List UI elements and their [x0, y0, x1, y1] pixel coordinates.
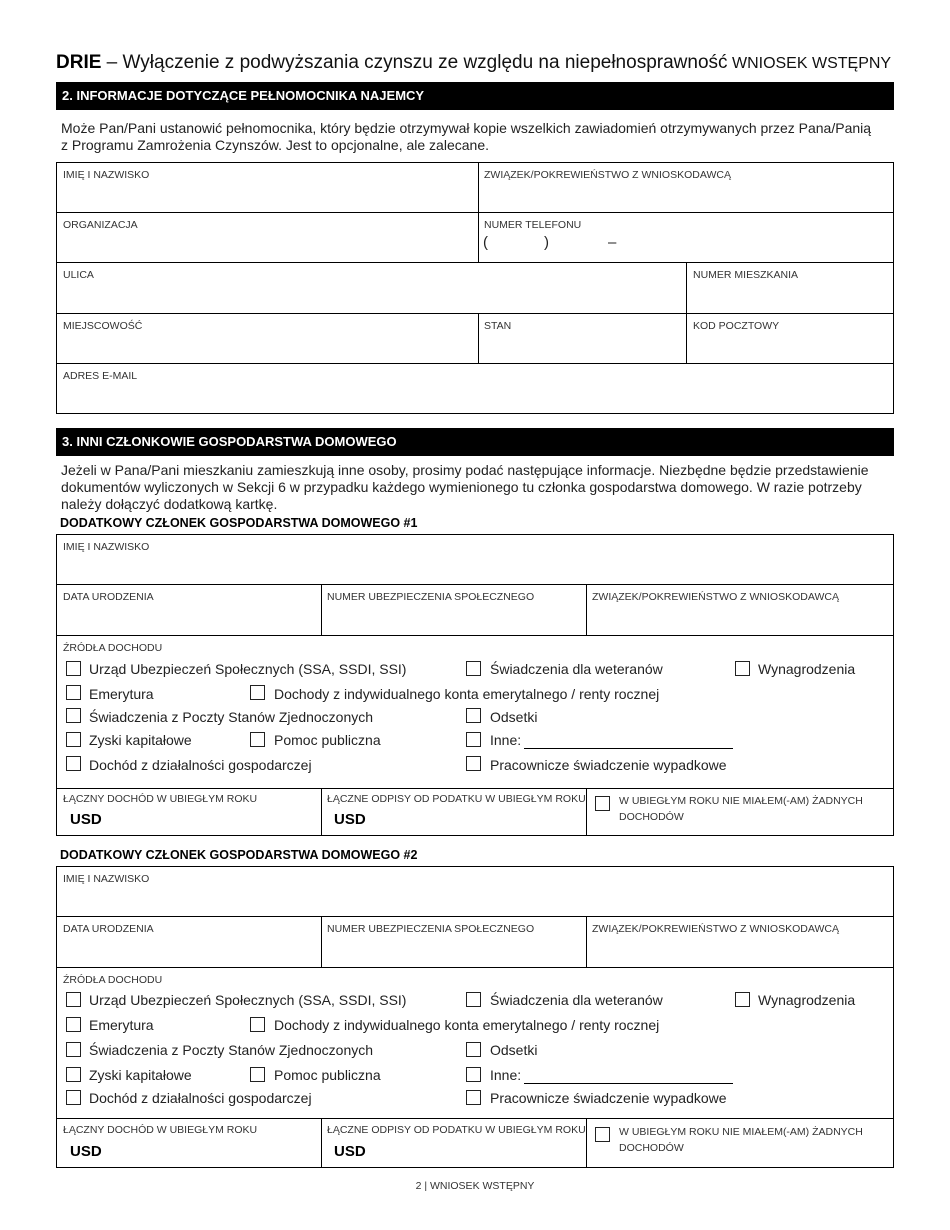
rep-state-label: STAN	[484, 320, 512, 332]
member-1-workers-checkbox[interactable]	[466, 756, 481, 771]
member-1-ssn-field[interactable]	[321, 584, 586, 635]
member-1-name-label: IMIĘ I NAZWISKO	[63, 541, 150, 553]
rep-apt-field[interactable]	[686, 262, 893, 313]
page-footer: 2 | WNIOSEK WSTĘPNY	[415, 1180, 535, 1192]
member-2-usps-checkbox[interactable]	[66, 1042, 81, 1057]
member-2-workers-checkbox[interactable]	[466, 1090, 481, 1105]
member-2-total-income-field[interactable]	[57, 1118, 321, 1167]
member-1-deductions-field[interactable]	[321, 788, 586, 835]
member-2-ssn-label: NUMER UBEZPIECZENIA SPOŁECZNEGO	[327, 923, 535, 935]
rep-organization-field[interactable]	[57, 212, 478, 262]
rep-relation-label: ZWIĄZEK/POKREWIEŃSTWO Z WNIOSKODAWCĄ	[484, 169, 731, 181]
section-3-intro	[61, 462, 891, 513]
member-2-pension-checkbox[interactable]	[66, 1017, 81, 1032]
member-1-other-checkbox[interactable]	[466, 732, 481, 747]
member-1-interest-checkbox[interactable]	[466, 708, 481, 723]
section-3-intro-line-3: należy dołączyć dodatkową kartkę.	[61, 496, 278, 512]
member-1-capital-checkbox[interactable]	[66, 732, 81, 747]
member-2-name-label: IMIĘ I NAZWISKO	[63, 873, 150, 885]
section-2-intro	[61, 120, 891, 154]
member-2-interest-checkbox[interactable]	[466, 1042, 481, 1057]
member-1-wages-label: Wynagrodzenia	[758, 661, 856, 677]
member-2-heading: DODATKOWY CZŁONEK GOSPODARSTWA DOMOWEGO #2	[60, 848, 418, 862]
member-1-no-income-label-2: DOCHODÓW	[619, 811, 684, 823]
member-2-ssa-checkbox[interactable]	[66, 992, 81, 1007]
section-2-heading: 2. INFORMACJE DOTYCZĄCE PEŁNOMOCNIKA NAJEMCY	[56, 82, 894, 110]
member-2-ssn-field[interactable]	[321, 916, 586, 967]
member-2-public-label: Pomoc publiczna	[274, 1067, 381, 1083]
rep-name-field[interactable]	[57, 163, 478, 212]
member-2-business-checkbox[interactable]	[66, 1090, 81, 1105]
member-1-usps-checkbox[interactable]	[66, 708, 81, 723]
rep-phone-label: NUMER TELEFONU	[484, 219, 582, 231]
member-2-other-label: Inne:	[490, 1067, 522, 1083]
member-2-no-income-label-1: W UBIEGŁYM ROKU NIE MIAŁEM(-AM) ŻADNYCH	[619, 1126, 863, 1138]
representative-form	[56, 162, 894, 414]
section-2-intro-line-1: Może Pan/Pani ustanowić pełnomocnika, który będzie otrzymywał kopie wszelkich zawiadomień otrzymywanych przez Pana/Panią	[61, 120, 872, 136]
member-2-public-checkbox[interactable]	[250, 1067, 265, 1082]
member-2-income-sources-label: ŹRÓDŁA DOCHODU	[63, 974, 163, 986]
member-2-deductions-label: ŁĄCZNE ODPISY OD PODATKU W UBIEGŁYM ROKU	[327, 1124, 586, 1136]
member-2-name-field[interactable]	[57, 867, 893, 916]
phone-paren-open: (	[483, 234, 488, 251]
rep-apt-label: NUMER MIESZKANIA	[693, 269, 799, 281]
member-2-ira-label: Dochody z indywidualnego konta emerytalnego / renty rocznej	[274, 1017, 660, 1033]
member-1-other-label: Inne:	[490, 732, 522, 748]
member-2-no-income-field	[586, 1118, 893, 1167]
member-1-relation-label: ZWIĄZEK/POKREWIEŃSTWO Z WNIOSKODAWCĄ	[592, 591, 839, 603]
member-1-form	[56, 534, 894, 836]
member-1-public-checkbox[interactable]	[250, 732, 265, 747]
member-2-pension-label: Emerytura	[89, 1017, 154, 1033]
rep-email-label: ADRES E-MAIL	[63, 370, 138, 382]
rep-zip-field[interactable]	[686, 313, 893, 363]
member-1-public-label: Pomoc publiczna	[274, 732, 381, 748]
member-2-business-label: Dochód z działalności gospodarczej	[89, 1090, 312, 1106]
section-3-intro-line-2: dokumentów wyliczonych w Sekcji 6 w przypadku każdego wymienionego tu członka gospodarstwa domowego. W razie potrzeby	[61, 479, 862, 495]
member-1-deductions-currency: USD	[334, 811, 366, 828]
rep-email-field[interactable]	[57, 363, 893, 413]
member-2-no-income-label-2: DOCHODÓW	[619, 1142, 684, 1154]
member-1-total-income-field[interactable]	[57, 788, 321, 835]
member-2-other-input[interactable]	[524, 1083, 733, 1084]
member-1-ira-checkbox[interactable]	[250, 685, 265, 700]
member-2-wages-checkbox[interactable]	[735, 992, 750, 1007]
member-2-dob-label: DATA URODZENIA	[63, 923, 154, 935]
member-1-usps-label: Świadczenia z Poczty Stanów Zjednoczonych	[89, 709, 374, 725]
rep-relation-field[interactable]	[478, 163, 893, 212]
member-1-ssa-checkbox[interactable]	[66, 661, 81, 676]
member-2-income-currency: USD	[70, 1143, 102, 1160]
member-1-business-label: Dochód z działalności gospodarczej	[89, 757, 312, 773]
member-1-interest-label: Odsetki	[490, 709, 538, 725]
rep-name-label: IMIĘ I NAZWISKO	[63, 169, 150, 181]
member-1-business-checkbox[interactable]	[66, 756, 81, 771]
member-1-income-currency: USD	[70, 811, 102, 828]
page-title	[56, 52, 891, 74]
member-1-veterans-checkbox[interactable]	[466, 661, 481, 676]
member-1-other-input[interactable]	[524, 748, 733, 749]
member-1-no-income-label-1: W UBIEGŁYM ROKU NIE MIAŁEM(-AM) ŻADNYCH	[619, 795, 863, 807]
rep-city-field[interactable]	[57, 313, 478, 363]
member-1-dob-label: DATA URODZENIA	[63, 591, 154, 603]
member-2-veterans-label: Świadczenia dla weteranów	[490, 992, 663, 1008]
form-code: DRIE	[56, 52, 102, 73]
rep-zip-label: KOD POCZTOWY	[693, 320, 780, 332]
member-1-workers-label: Pracownicze świadczenie wypadkowe	[490, 757, 727, 773]
member-2-relation-label: ZWIĄZEK/POKREWIEŃSTWO Z WNIOSKODAWCĄ	[592, 923, 839, 935]
member-2-ira-checkbox[interactable]	[250, 1017, 265, 1032]
member-2-interest-label: Odsetki	[490, 1042, 538, 1058]
member-2-form	[56, 866, 894, 1168]
member-1-ssa-label: Urząd Ubezpieczeń Społecznych (SSA, SSDI, SSI)	[89, 661, 407, 677]
form-title: – Wyłączenie z podwyższania czynszu ze względu na niepełnosprawność	[101, 52, 728, 73]
member-1-total-income-label: ŁĄCZNY DOCHÓD W UBIEGŁYM ROKU	[63, 793, 258, 805]
member-2-other-checkbox[interactable]	[466, 1067, 481, 1082]
member-1-heading: DODATKOWY CZŁONEK GOSPODARSTWA DOMOWEGO #1	[60, 516, 418, 530]
member-1-no-income-field	[586, 788, 893, 835]
member-2-no-income-checkbox[interactable]	[595, 1127, 610, 1142]
member-1-name-field[interactable]	[57, 535, 893, 584]
member-2-capital-label: Zyski kapitałowe	[89, 1067, 192, 1083]
section-3-intro-line-1: Jeżeli w Pana/Pani mieszkaniu zamieszkują inne osoby, prosimy podać następujące informacje. Niezbędne będzie przedstawienie	[61, 462, 869, 478]
member-2-deductions-currency: USD	[334, 1143, 366, 1160]
rep-phone-field[interactable]	[478, 212, 893, 262]
member-2-usps-label: Świadczenia z Poczty Stanów Zjednoczonych	[89, 1042, 374, 1058]
member-1-no-income-checkbox[interactable]	[595, 796, 610, 811]
phone-dash: –	[608, 234, 617, 251]
member-2-ssa-label: Urząd Ubezpieczeń Społecznych (SSA, SSDI, SSI)	[89, 992, 407, 1008]
form-subtitle: WNIOSEK WSTĘPNY	[727, 55, 892, 72]
section-3-heading: 3. INNI CZŁONKOWIE GOSPODARSTWA DOMOWEGO	[56, 428, 894, 456]
rep-city-label: MIEJSCOWOŚĆ	[63, 320, 143, 332]
member-1-deductions-label: ŁĄCZNE ODPISY OD PODATKU W UBIEGŁYM ROKU	[327, 793, 586, 805]
member-1-capital-label: Zyski kapitałowe	[89, 732, 192, 748]
member-1-relation-field[interactable]	[586, 584, 893, 635]
member-1-dob-field[interactable]	[57, 584, 321, 635]
rep-organization-label: ORGANIZACJA	[63, 219, 138, 231]
member-1-veterans-label: Świadczenia dla weteranów	[490, 661, 663, 677]
phone-paren-close: )	[544, 234, 549, 251]
rep-street-label: ULICA	[63, 269, 94, 281]
member-1-ssn-label: NUMER UBEZPIECZENIA SPOŁECZNEGO	[327, 591, 535, 603]
member-2-wages-label: Wynagrodzenia	[758, 992, 856, 1008]
member-2-deductions-field[interactable]	[321, 1118, 586, 1167]
member-2-veterans-checkbox[interactable]	[466, 992, 481, 1007]
member-2-capital-checkbox[interactable]	[66, 1067, 81, 1082]
member-2-total-income-label: ŁĄCZNY DOCHÓD W UBIEGŁYM ROKU	[63, 1124, 258, 1136]
member-2-dob-field[interactable]	[57, 916, 321, 967]
section-2-intro-line-2: z Programu Zamrożenia Czynszów. Jest to opcjonalne, ale zalecane.	[61, 137, 489, 153]
member-2-workers-label: Pracownicze świadczenie wypadkowe	[490, 1090, 727, 1106]
member-1-ira-label: Dochody z indywidualnego konta emerytalnego / renty rocznej	[274, 686, 660, 702]
member-1-pension-label: Emerytura	[89, 686, 154, 702]
member-2-relation-field[interactable]	[586, 916, 893, 967]
rep-state-field[interactable]	[478, 313, 686, 363]
rep-street-field[interactable]	[57, 262, 686, 313]
member-1-wages-checkbox[interactable]	[735, 661, 750, 676]
member-1-pension-checkbox[interactable]	[66, 685, 81, 700]
member-1-income-sources-label: ŹRÓDŁA DOCHODU	[63, 642, 163, 654]
